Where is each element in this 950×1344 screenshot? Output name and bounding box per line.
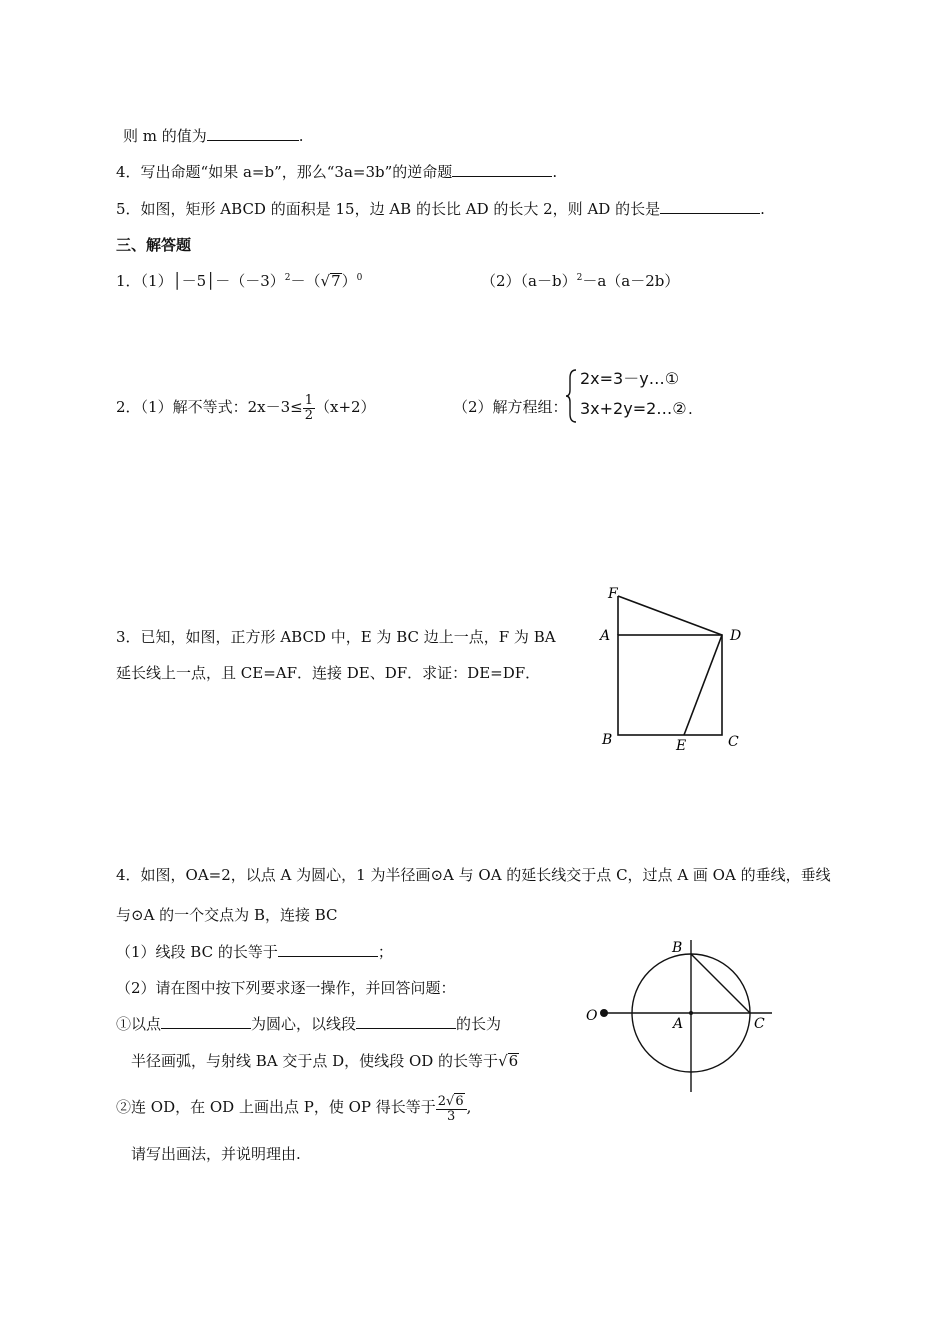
expression: │－5│－（－3） xyxy=(172,272,285,290)
answer-blank[interactable] xyxy=(278,942,378,957)
step-text: 的长为 xyxy=(456,1015,502,1033)
problem-label: （2） xyxy=(481,272,521,290)
exponent: 0 xyxy=(356,273,363,283)
fraction-numerator xyxy=(436,1093,467,1110)
problem-1a xyxy=(116,270,362,295)
question-text: 4．写出命题“如果 a=b”，那么“3a=3b”的逆命题 xyxy=(116,163,453,181)
sqrt-symbol: √ xyxy=(498,1052,508,1070)
fraction xyxy=(436,1093,467,1124)
label-c: C xyxy=(728,734,739,750)
answer-blank[interactable] xyxy=(207,126,299,141)
period: . xyxy=(298,127,304,145)
radicand: 6 xyxy=(455,1093,464,1109)
label-d: D xyxy=(730,628,742,644)
fraction-numerator: 1 xyxy=(304,392,313,408)
step-text: 为圆心，以线段 xyxy=(251,1015,357,1033)
inequality-text: 2．（1）解不等式：2x－3≤ xyxy=(116,398,303,416)
point-o xyxy=(600,1009,608,1017)
punctuation: ； xyxy=(377,943,393,961)
square-figure xyxy=(596,584,752,756)
label-b: B xyxy=(602,732,613,748)
problem-4-q2: （2）请在图中按下列要求逐一操作，并回答问题： xyxy=(116,979,456,997)
square-abcd xyxy=(618,635,722,735)
expression: －a（a－2b） xyxy=(582,272,680,290)
expression: （a－b） xyxy=(520,272,577,290)
radicand: 7 xyxy=(331,272,341,290)
brace-icon xyxy=(564,368,578,424)
fraction-denominator: 3 xyxy=(447,1108,456,1124)
expression: ） xyxy=(341,272,357,290)
fraction xyxy=(303,394,315,423)
problem-3-line1: 3．已知，如图，正方形 ABCD 中，E 为 BC 边上一点，F 为 BA xyxy=(116,628,556,646)
sqrt-symbol: √ xyxy=(446,1093,455,1109)
problem-label: 1．（1） xyxy=(116,272,173,290)
circle-figure xyxy=(582,936,778,1096)
section-title: 三、解答题 xyxy=(116,236,192,254)
problem-4-line1: 4．如图，OA=2，以点 A 为圆心，1 为半径画⊙A 与 OA 的延长线交于点 C，过点 A 画 OA 的垂线，垂线 xyxy=(116,866,831,884)
period: . xyxy=(760,200,765,218)
segment-fd xyxy=(618,596,722,635)
coefficient: 2 xyxy=(437,1093,447,1109)
fraction-denominator: 2 xyxy=(304,407,313,423)
problem-4-step1-cont xyxy=(131,1050,519,1072)
problem-4-q1 xyxy=(116,941,393,963)
period: . xyxy=(688,400,693,418)
label-c: C xyxy=(754,1016,765,1032)
segment-bc xyxy=(691,954,750,1013)
problem-4-step1 xyxy=(116,1013,501,1035)
equation-1: 2x=3－y…① xyxy=(580,369,680,388)
label-f: F xyxy=(608,586,618,602)
problem-2b xyxy=(453,396,568,418)
problem-4-step2 xyxy=(116,1092,471,1124)
question-text: 5．如图，矩形 ABCD 的面积是 15，边 AB 的长比 AD 的长大 2，则 AD 的长是 xyxy=(116,200,661,218)
point-a xyxy=(689,1011,693,1015)
problem-4-final: 请写出画法，并说明理由. xyxy=(131,1145,301,1163)
label-a: A xyxy=(600,628,611,644)
equation-2: 3x+2y=2…② xyxy=(580,399,687,418)
exponent: 2 xyxy=(576,273,583,283)
segment-de xyxy=(684,635,722,735)
problem-1b xyxy=(481,270,679,295)
prev-question-tail xyxy=(123,125,304,147)
period: . xyxy=(552,163,558,181)
punctuation: , xyxy=(466,1098,472,1116)
step-text: ②连 OD，在 OD 上画出点 P，使 OP 得长等于 xyxy=(116,1098,436,1116)
fill-question-5 xyxy=(116,198,765,220)
step-text: ①以点 xyxy=(116,1015,162,1033)
label-e: E xyxy=(676,738,687,754)
label-a: A xyxy=(673,1016,684,1032)
label-o: O xyxy=(586,1008,598,1024)
prev-question-text: 则 m 的值为 xyxy=(123,127,207,145)
radicand: 6 xyxy=(508,1052,519,1070)
expression: －（ xyxy=(290,272,321,290)
system-label: （2）解方程组： xyxy=(453,398,568,416)
fill-question-4 xyxy=(116,161,557,183)
problem-4-line2: 与⊙A 的一个交点为 B，连接 BC xyxy=(116,906,338,924)
exponent: 2 xyxy=(284,273,291,283)
problem-3-line2: 延长线上一点，且 CE=AF．连接 DE、DF．求证：DE=DF． xyxy=(116,664,541,682)
answer-blank[interactable] xyxy=(356,1014,456,1029)
inequality-tail: （x+2） xyxy=(314,398,376,416)
label-b: B xyxy=(672,940,683,956)
step-text: 半径画弧，与射线 BA 交于点 D，使线段 OD 的长等于 xyxy=(131,1052,499,1070)
sqrt-symbol: √ xyxy=(320,272,331,290)
question-text: （1）线段 BC 的长等于 xyxy=(116,943,278,961)
problem-2a xyxy=(116,392,376,423)
answer-blank[interactable] xyxy=(660,199,760,214)
answer-blank[interactable] xyxy=(161,1014,251,1029)
answer-blank[interactable] xyxy=(452,162,552,177)
